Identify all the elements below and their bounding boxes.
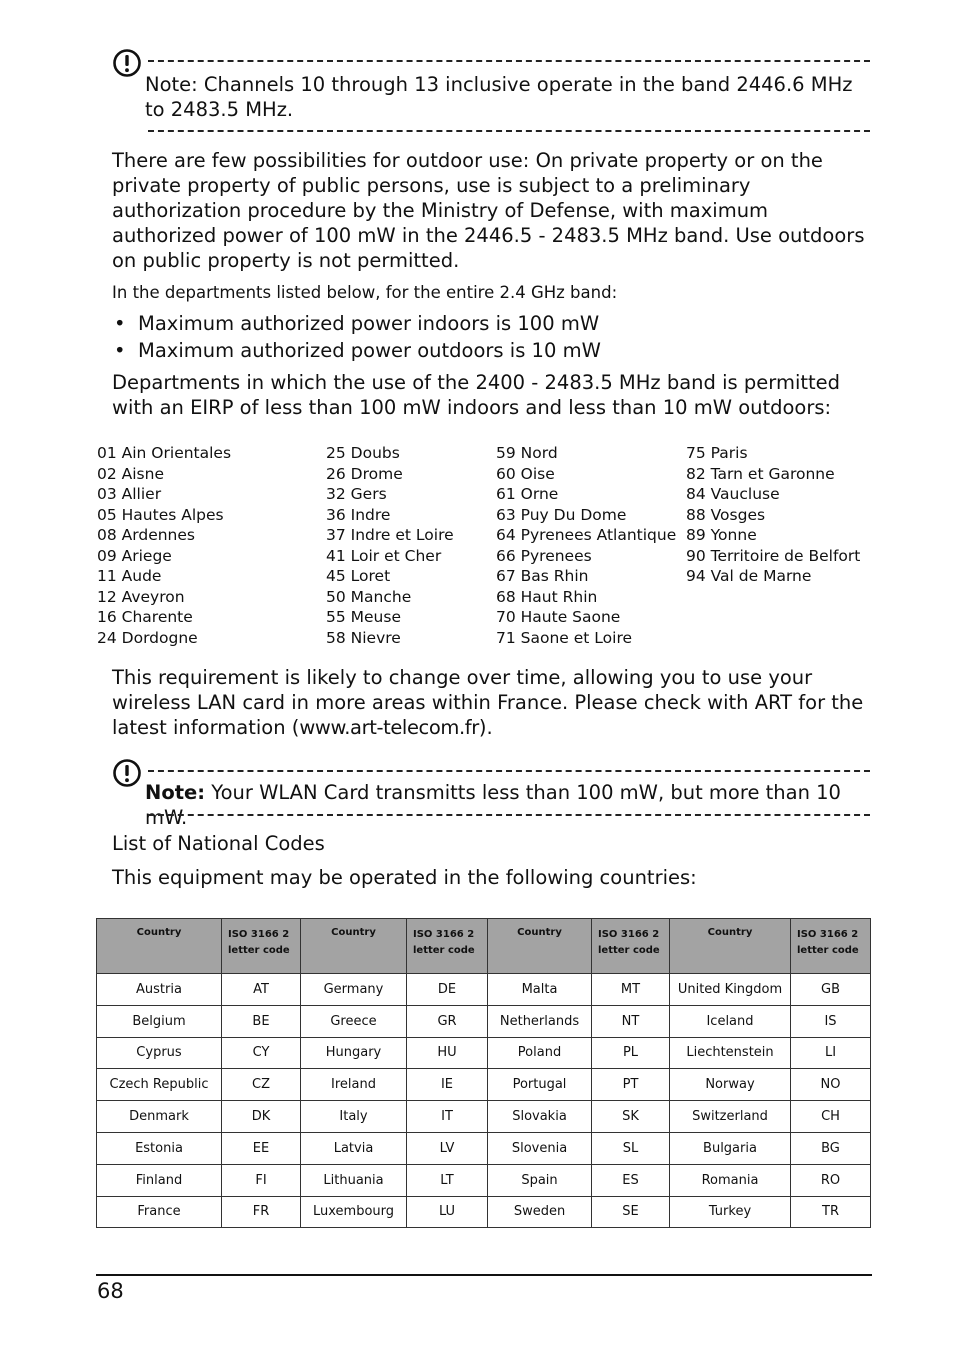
column-header-country: Country — [97, 919, 222, 974]
country-cell: France — [97, 1196, 222, 1228]
country-cell: Sweden — [488, 1196, 592, 1228]
code-cell: BG — [791, 1132, 871, 1164]
power-limits-list — [112, 310, 601, 364]
country-cell: United Kingdom — [670, 974, 791, 1006]
country-cell: Ireland — [301, 1069, 407, 1101]
exclamation-circle-icon — [112, 758, 142, 788]
country-cell: Cyprus — [97, 1037, 222, 1069]
department-item: 88 Vosges — [686, 505, 766, 524]
table-row — [97, 1005, 871, 1037]
department-item: 82 Tarn et Garonne — [686, 464, 835, 483]
national-codes-title: List of National Codes — [112, 832, 325, 855]
note-text: Note: Channels 10 through 13 inclusive operate in the band 2446.6 MHz to 2483.5 MHz. — [145, 73, 853, 121]
department-item: 58 Nievre — [326, 628, 401, 647]
code-cell: DK — [222, 1101, 301, 1133]
country-cell: Slovakia — [488, 1101, 592, 1133]
list-item: • Maximum authorized power indoors is 100 mW — [112, 310, 601, 337]
code-cell: PL — [592, 1037, 670, 1069]
department-item: 89 Yonne — [686, 526, 757, 544]
code-cell: MT — [592, 974, 670, 1006]
department-item: 59 Nord — [496, 444, 558, 462]
art-telecom-link[interactable]: www.art-telecom.fr — [299, 716, 479, 739]
code-cell: EE — [222, 1132, 301, 1164]
department-item: 08 Ardennes — [97, 526, 195, 544]
code-cell: LU — [407, 1196, 488, 1228]
country-cell: Liechtenstein — [670, 1037, 791, 1069]
department-item: 03 Allier — [97, 485, 162, 503]
departments-paragraph: Departments in which the use of the 2400 - 2483.5 MHz band is permitted with an EIRP of less than 100 mW indoors and less than 10 mW outdoors: — [112, 371, 841, 419]
requirement-change-paragraph — [112, 665, 872, 740]
country-cell: Malta — [488, 974, 592, 1006]
department-item: 05 Hautes Alpes — [97, 505, 224, 524]
note-channels — [112, 48, 870, 138]
table-row — [97, 1164, 871, 1196]
department-item: 70 Haute Saone — [496, 608, 621, 626]
country-cell: Iceland — [670, 1005, 791, 1037]
department-item: 25 Doubs — [326, 444, 400, 462]
code-cell: NT — [592, 1005, 670, 1037]
country-cell: Lithuania — [301, 1164, 407, 1196]
country-cell: Latvia — [301, 1132, 407, 1164]
note-body: Your WLAN Card transmitts less than 100 mW, but more than 10 mW. — [145, 781, 841, 829]
list-item: • Maximum authorized power outdoors is 10 mW — [112, 337, 601, 364]
country-cell: Slovenia — [488, 1132, 592, 1164]
country-cell: Czech Republic — [97, 1069, 222, 1101]
column-header-iso-code: ISO 3166 2 letter code — [791, 919, 871, 974]
note-bottom-divider — [148, 130, 870, 132]
country-cell: Turkey — [670, 1196, 791, 1228]
column-header-country: Country — [301, 919, 407, 974]
country-cell: Bulgaria — [670, 1132, 791, 1164]
country-cell: Finland — [97, 1164, 222, 1196]
table-row — [97, 1132, 871, 1164]
country-cell: Hungary — [301, 1037, 407, 1069]
department-item: 24 Dordogne — [97, 628, 198, 647]
department-item: 45 Loret — [326, 567, 391, 585]
table-header-row — [97, 919, 871, 974]
department-item: 90 Territoire de Belfort — [686, 546, 861, 565]
code-cell: PT — [592, 1069, 670, 1101]
table-row — [97, 1101, 871, 1133]
exclamation-circle-icon — [112, 48, 142, 78]
table-row — [97, 1069, 871, 1101]
national-codes-table — [96, 918, 871, 1228]
departments-column-1 — [97, 443, 231, 648]
code-cell: IT — [407, 1101, 488, 1133]
code-cell: LI — [791, 1037, 871, 1069]
column-header-iso-code: ISO 3166 2 letter code — [222, 919, 301, 974]
code-cell: LT — [407, 1164, 488, 1196]
department-item: 67 Bas Rhin — [496, 567, 589, 585]
code-cell: NO — [791, 1069, 871, 1101]
code-cell: GB — [791, 974, 871, 1006]
department-item: 68 Haut Rhin — [496, 587, 598, 606]
country-cell: Netherlands — [488, 1005, 592, 1037]
code-cell: AT — [222, 974, 301, 1006]
column-header-iso-code: ISO 3166 2 letter code — [407, 919, 488, 974]
department-item: 71 Saone et Loire — [496, 628, 633, 647]
department-item: 61 Orne — [496, 485, 559, 503]
departments-column-4 — [686, 443, 860, 587]
department-item: 60 Oise — [496, 464, 555, 483]
code-cell: SK — [592, 1101, 670, 1133]
code-cell: ES — [592, 1164, 670, 1196]
code-cell: IE — [407, 1069, 488, 1101]
department-item: 66 Pyrenees — [496, 546, 592, 565]
country-cell: Spain — [488, 1164, 592, 1196]
department-item: 55 Meuse — [326, 608, 401, 626]
departments-column-2 — [326, 443, 454, 648]
page-number: 68 — [97, 1279, 124, 1303]
department-item: 64 Pyrenees Atlantique — [496, 526, 677, 544]
outdoor-use-paragraph: There are few possibilities for outdoor use: On private property or on the private property of public persons, use is subject to a preliminary authorization procedure by the Ministry of Defense, with maximum authorized power of 100 mW in the 2446.5 - 2483.5 MHz band. Use outdoors on public property is not permitted. — [112, 149, 865, 272]
code-cell: IS — [791, 1005, 871, 1037]
country-cell: Switzerland — [670, 1101, 791, 1133]
country-cell: Romania — [670, 1164, 791, 1196]
note-label: Note: — [145, 781, 206, 804]
department-item: 50 Manche — [326, 587, 412, 606]
department-item: 84 Vaucluse — [686, 485, 780, 503]
department-item: 32 Gers — [326, 485, 387, 503]
requirement-change-text: This requirement is likely to change over time, allowing you to use your wireless LAN card in more areas within France. Please check with ART for the latest information ( — [112, 666, 864, 739]
country-cell: Portugal — [488, 1069, 592, 1101]
code-cell: HU — [407, 1037, 488, 1069]
department-item: 63 Puy Du Dome — [496, 505, 627, 524]
table-row — [97, 1037, 871, 1069]
code-cell: GR — [407, 1005, 488, 1037]
country-cell: Greece — [301, 1005, 407, 1037]
code-cell: TR — [791, 1196, 871, 1228]
note-text — [145, 780, 870, 830]
requirement-change-end: ). — [478, 716, 493, 739]
code-cell: CH — [791, 1101, 871, 1133]
department-item: 75 Paris — [686, 444, 748, 462]
country-cell: Denmark — [97, 1101, 222, 1133]
note-top-divider — [148, 770, 870, 772]
countries-intro: This equipment may be operated in the following countries: — [112, 866, 697, 889]
department-item: 16 Charente — [97, 608, 193, 626]
note-top-divider — [148, 60, 870, 62]
country-cell: Germany — [301, 974, 407, 1006]
column-header-country: Country — [670, 919, 791, 974]
code-cell: LV — [407, 1132, 488, 1164]
footer-divider — [96, 1274, 872, 1276]
departments-intro: In the departments listed below, for the entire 2.4 GHz band: — [112, 283, 618, 302]
note-wlan-power — [112, 758, 870, 829]
department-item: 11 Aude — [97, 567, 162, 585]
table-row — [97, 974, 871, 1006]
country-cell: Austria — [97, 974, 222, 1006]
country-cell: Luxembourg — [301, 1196, 407, 1228]
departments-column-3 — [496, 443, 676, 648]
department-item: 36 Indre — [326, 505, 391, 524]
country-cell: Belgium — [97, 1005, 222, 1037]
table-row — [97, 1196, 871, 1228]
code-cell: CZ — [222, 1069, 301, 1101]
code-cell: SE — [592, 1196, 670, 1228]
department-item: 02 Aisne — [97, 464, 164, 483]
department-item: 41 Loir et Cher — [326, 546, 442, 565]
department-item: 12 Aveyron — [97, 587, 185, 606]
code-cell: SL — [592, 1132, 670, 1164]
department-item: 94 Val de Marne — [686, 567, 812, 585]
column-header-country: Country — [488, 919, 592, 974]
country-cell: Estonia — [97, 1132, 222, 1164]
column-header-iso-code: ISO 3166 2 letter code — [592, 919, 670, 974]
code-cell: DE — [407, 974, 488, 1006]
country-cell: Italy — [301, 1101, 407, 1133]
country-cell: Norway — [670, 1069, 791, 1101]
code-cell: BE — [222, 1005, 301, 1037]
department-item: 09 Ariege — [97, 546, 172, 565]
department-item: 37 Indre et Loire — [326, 526, 454, 544]
code-cell: RO — [791, 1164, 871, 1196]
code-cell: FR — [222, 1196, 301, 1228]
department-item: 26 Drome — [326, 464, 403, 483]
note-bottom-divider — [148, 814, 870, 816]
code-cell: FI — [222, 1164, 301, 1196]
code-cell: CY — [222, 1037, 301, 1069]
department-item: 01 Ain Orientales — [97, 444, 232, 462]
country-cell: Poland — [488, 1037, 592, 1069]
